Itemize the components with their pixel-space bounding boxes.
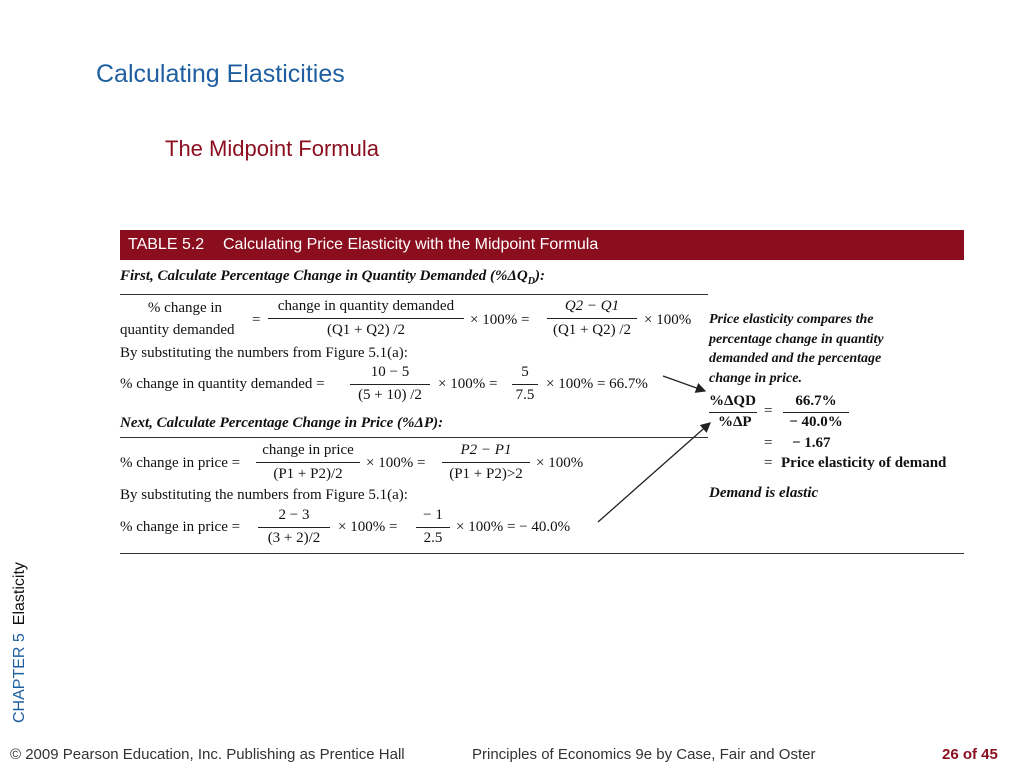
chapter-topic: Elasticity: [11, 562, 28, 626]
p-den-sym: (P1 + P2)>2: [449, 466, 523, 482]
elasticity-label: Price elasticity of demand: [781, 455, 947, 471]
p-calc-den2: 2.5: [423, 530, 443, 546]
q-num-sym: Q2 − Q1: [564, 298, 620, 314]
q-lhs-bottom: quantity demanded: [120, 322, 235, 338]
q-lhs-top: % change in: [147, 300, 223, 316]
q-den-words: (Q1 + Q2) /2: [326, 322, 406, 338]
substitution-note-1: By substituting the numbers from Figure 5.1(a):: [120, 345, 408, 361]
q-calc-lhs: % change in quantity demanded =: [120, 376, 325, 392]
ratio-eq-2: =: [764, 435, 773, 451]
p-calc-times: × 100% =: [338, 519, 398, 535]
p-lhs: % change in price =: [120, 455, 241, 471]
chapter-number: CHAPTER 5: [11, 633, 28, 723]
q-calc-den: (5 + 10) /2: [358, 387, 422, 403]
q-num-words: change in quantity demanded: [277, 298, 455, 314]
p-calc-num2: − 1: [423, 507, 443, 523]
table-caption: Calculating Price Elasticity with the Midpoint Formula: [223, 236, 599, 253]
value-667: 66.7%: [795, 393, 837, 409]
arrow-price: [598, 423, 710, 522]
slide-title: Calculating Elasticities: [96, 60, 345, 88]
p-calc-result: × 100% = − 40.0%: [456, 519, 571, 535]
arrow-quantity: [663, 376, 705, 391]
ratio-denominator: %ΔP: [718, 414, 752, 430]
ratio-eq-3: =: [764, 455, 773, 471]
table-number: TABLE 5.2: [128, 236, 205, 253]
section1-heading: First, Calculate Percentage Change in Quantity Demanded $(\%\Delta Q_D)$:: [120, 268, 545, 287]
p-times: × 100% =: [366, 455, 426, 471]
q-calc-num: 10 − 5: [370, 364, 410, 380]
value-167: − 1.67: [792, 435, 831, 451]
p-calc-den: (3 + 2)/2: [267, 530, 321, 546]
elasticity-note: Price elasticity compares the percentage change in quantity demanded and the percentage change in price.: [709, 312, 884, 386]
q-times: × 100% =: [470, 312, 530, 328]
q-calc-num2: 5: [521, 364, 529, 380]
q-calc-times: × 100% =: [438, 376, 498, 392]
ratio-numerator: %ΔQD: [709, 393, 756, 409]
footer-copyright: © 2009 Pearson Education, Inc. Publishing as Prentice Hall: [10, 746, 405, 763]
p-num-words: change in price: [262, 442, 354, 458]
q-den-sym: (Q1 + Q2) /2: [552, 322, 632, 338]
q-times2: × 100%: [644, 312, 692, 328]
p-calc-num: 2 − 3: [278, 507, 310, 523]
footer-book-title: Principles of Economics 9e by Case, Fair and Oster: [472, 746, 816, 763]
q-eq: =: [252, 312, 261, 328]
p-times2: × 100%: [536, 455, 584, 471]
ratio-eq-1: =: [764, 403, 773, 419]
p-num-sym: P2 − P1: [460, 442, 512, 458]
q-calc-den2: 7.5: [515, 387, 535, 403]
p-den-words: (P1 + P2)/2: [273, 466, 343, 482]
section2-heading: Next, Calculate Percentage Change in Price (%ΔP):: [120, 415, 444, 431]
conclusion: Demand is elastic: [709, 485, 819, 501]
substitution-note-2: By substituting the numbers from Figure 5.1(a):: [120, 487, 408, 503]
page-number: 26 of 45: [942, 746, 998, 763]
slide-subtitle: The Midpoint Formula: [165, 136, 379, 161]
q-calc-result: × 100% = 66.7%: [546, 376, 648, 392]
value-400: − 40.0%: [789, 414, 843, 430]
p-calc-lhs: % change in price =: [120, 519, 241, 535]
